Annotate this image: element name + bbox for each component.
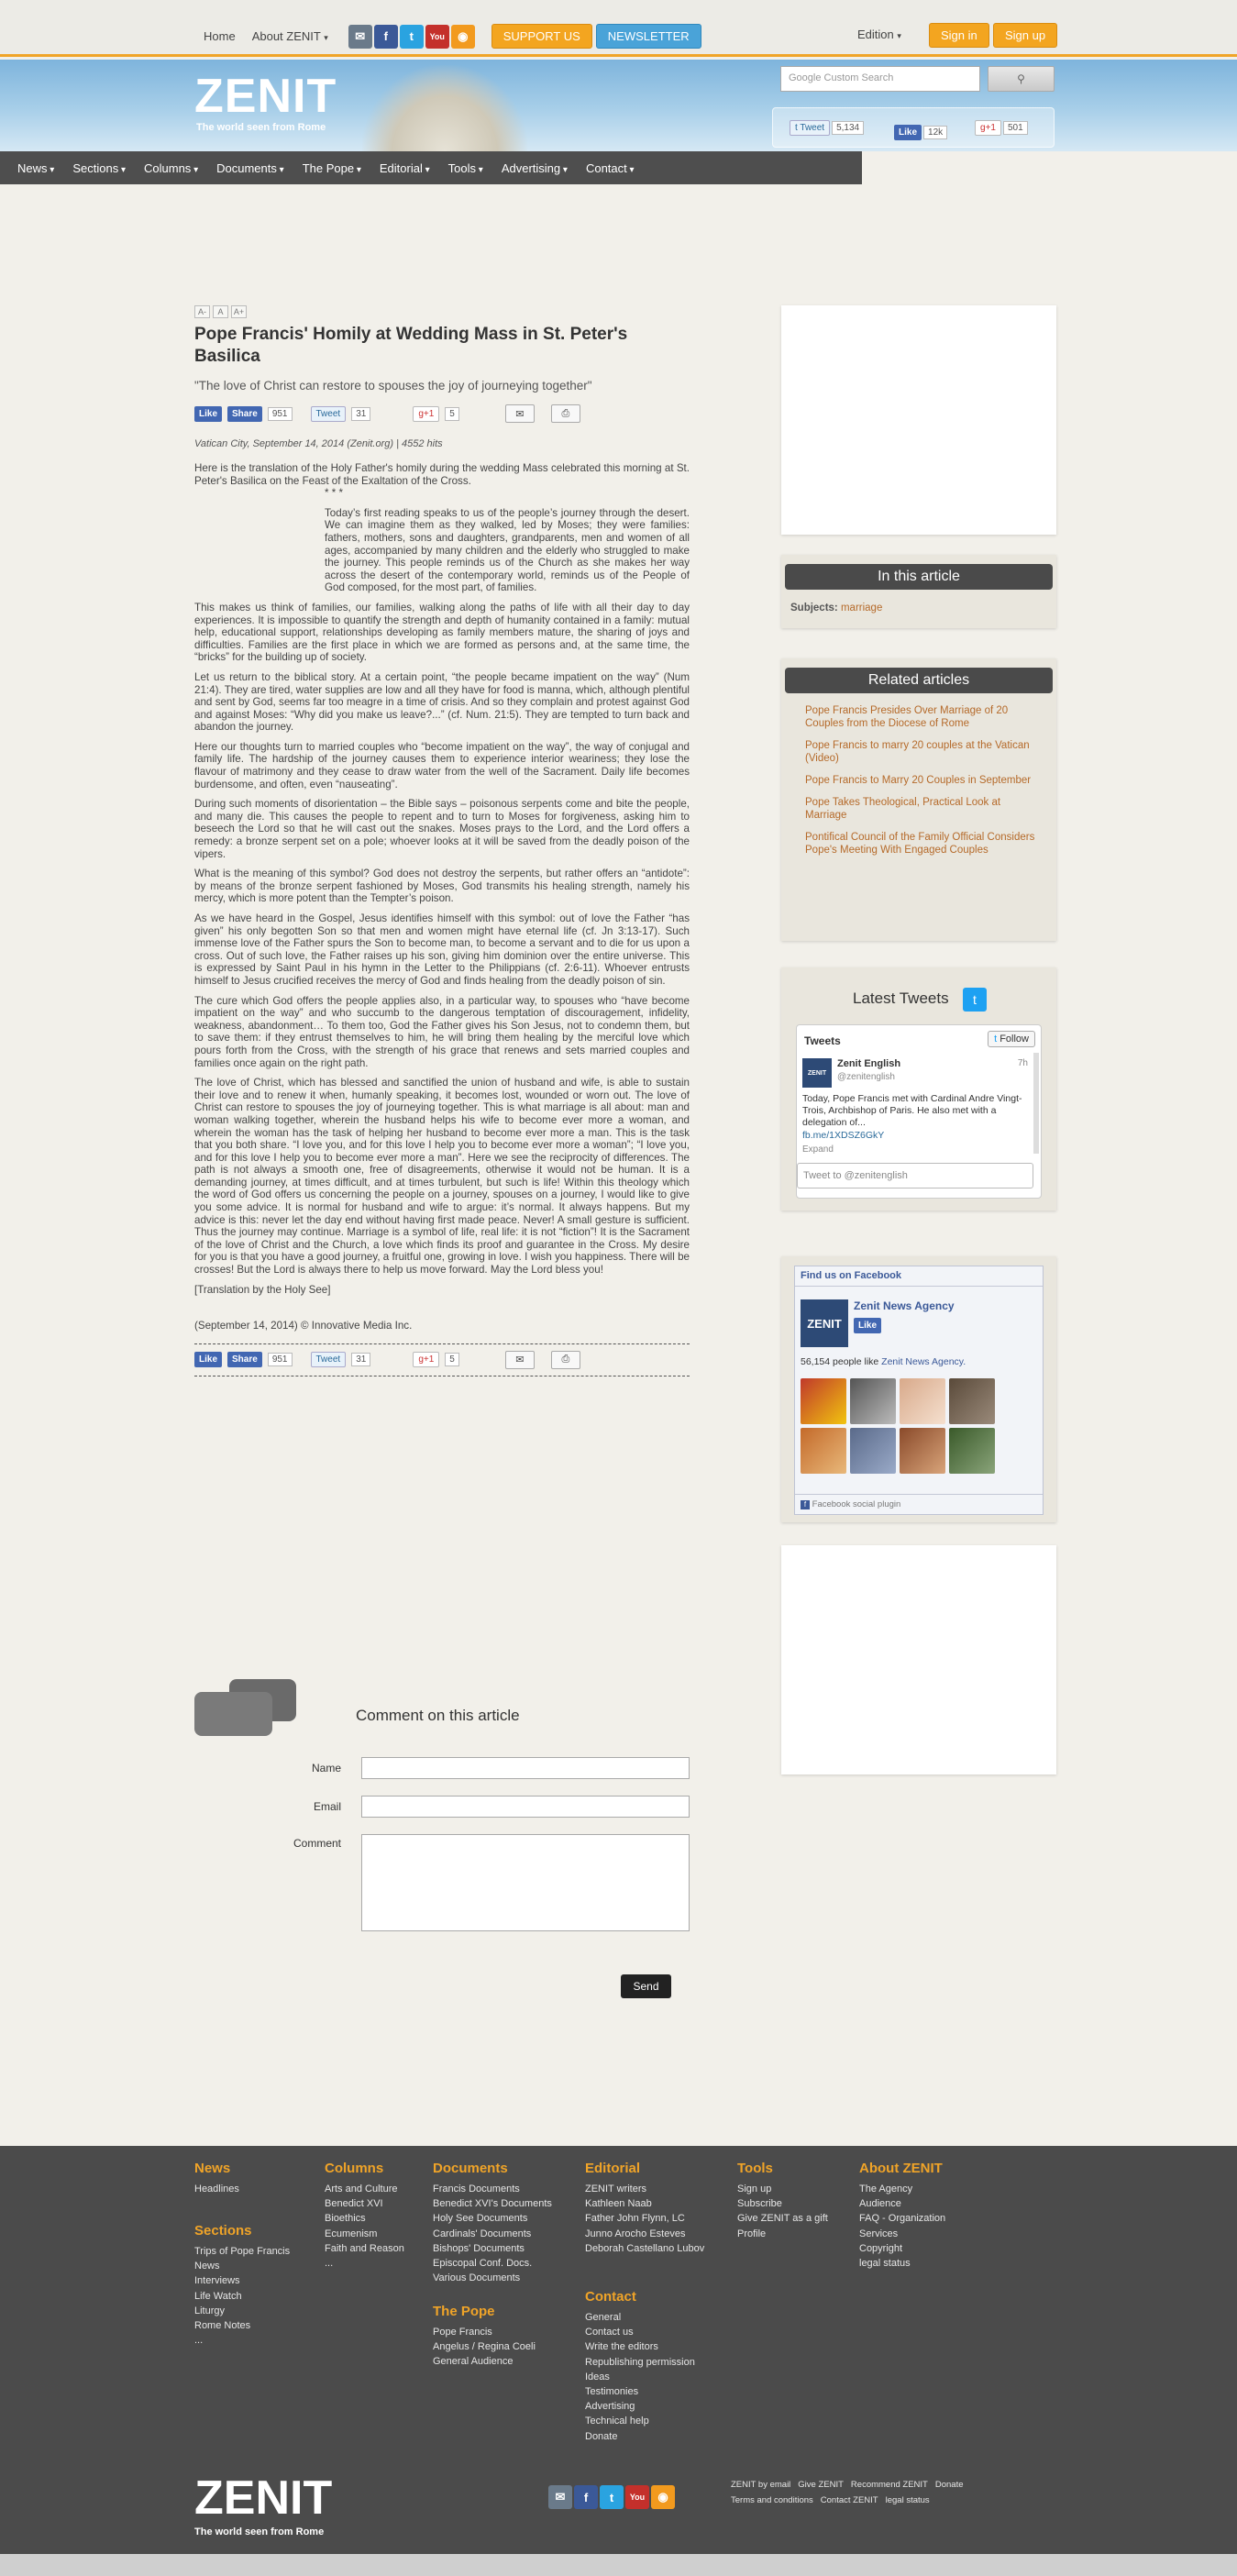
rss-icon[interactable]: ◉ bbox=[651, 2485, 675, 2509]
footer-link[interactable]: Faith and Reason bbox=[325, 2242, 404, 2254]
fan-avatar[interactable] bbox=[900, 1378, 945, 1424]
youtube-icon[interactable]: You bbox=[625, 2485, 649, 2509]
nav-contact[interactable]: Contact ▾ bbox=[577, 161, 644, 175]
footer-link[interactable]: Benedict XVI's Documents bbox=[433, 2198, 552, 2210]
header-like-count: 12k bbox=[923, 126, 947, 139]
footer-legal-link[interactable]: ZENIT by email bbox=[731, 2480, 791, 2490]
article-paragraph: As we have heard in the Gospel, Jesus identifies himself with this symbol: out of love the Father “has given” his only begotten Son so that men and women might have eternal life (cf. Jn 3:13-17). Such immense love of the Father spurs the Son to become man, to become a servant and to die for us upon a cross. Out of such love, the Father raises up his son, giving him dominion over the entire universe. This is expressed by Saint Paul in his hymn in the Letter to the Philippians (cf. 2:6-11). Whoever entrusts himself to Jesus crucified receives the mercy of God and finds healing from the deadly poison of sin. bbox=[194, 912, 690, 987]
header-tweet-button[interactable] bbox=[790, 120, 830, 136]
footer-link[interactable]: legal status bbox=[859, 2258, 911, 2270]
facebook-panel bbox=[781, 1256, 1056, 1522]
footer-heading[interactable]: News bbox=[194, 2161, 231, 2176]
footer-link[interactable]: Contact us bbox=[585, 2327, 634, 2338]
edition-menu[interactable] bbox=[857, 28, 901, 41]
top-bar bbox=[0, 0, 1237, 57]
sidebar-ad-top[interactable] bbox=[781, 305, 1056, 535]
fan-avatar[interactable] bbox=[801, 1428, 846, 1474]
font-size-controls bbox=[194, 305, 690, 318]
footer-link[interactable]: Republishing permission bbox=[585, 2356, 695, 2368]
footer-link[interactable]: Sign up bbox=[737, 2184, 772, 2195]
latest-tweets-panel bbox=[781, 967, 1056, 1211]
facebook-box-title: Find us on Facebook bbox=[795, 1266, 1043, 1287]
footer-link[interactable]: Bishops' Documents bbox=[433, 2242, 525, 2254]
article bbox=[194, 305, 690, 1376]
header-gplus-label: +1 bbox=[985, 123, 996, 133]
article-intro: Here is the translation of the Holy Father's homily during the wedding Mass celebrated this morning at St. Peter's Basilica on the Feast of the Exaltation of the Cross. bbox=[194, 462, 690, 487]
gplus-button[interactable]: g+1 bbox=[413, 406, 439, 422]
footer-link[interactable]: General bbox=[585, 2312, 622, 2323]
tweet-user[interactable]: Zenit English bbox=[837, 1058, 901, 1069]
footer-link[interactable]: Subscribe bbox=[737, 2198, 782, 2210]
twitter-icon[interactable]: t bbox=[400, 25, 424, 49]
footer-col-news bbox=[194, 2161, 239, 2196]
footer-legal-link[interactable]: Terms and conditions bbox=[731, 2495, 813, 2505]
tweet-avatar[interactable]: ZENIT bbox=[802, 1058, 832, 1088]
footer-col-sections bbox=[194, 2223, 290, 2348]
nav-news[interactable]: News ▾ bbox=[8, 161, 63, 175]
tweet-button[interactable]: Tweet bbox=[311, 406, 347, 422]
article-paragraph: Let us return to the biblical story. At a certain point, “the people became impatient on the way” (Num 21:4). They are tired, water supplies are low and all they have for food is manna, which, although plentiful and sent by God, seems far too meagre in a time of crisis. And so they complain and protest against God and against Moses: “Why did you make us leave?...” (cf. Num. 21:5). They are tempted to turn back and abandon the journey. bbox=[194, 670, 690, 734]
fan-avatar[interactable] bbox=[949, 1428, 995, 1474]
footer-link[interactable]: Rome Notes bbox=[194, 2320, 251, 2332]
article-paragraph: The cure which God offers the people applies also, in a particular way, to spouses who “have become impatient on the way” and who succumb to the dangerous temptation of discouragement, infidelity, weakness, abandonment… To them too, God the Father gives his Son Jesus, not to condemn them, but to save them: if they entrust themselves to him, he will bring them healing by the merciful love which pours forth from the Cross, with the strength of his grace that renews and sets married couples and families once again on the right path. bbox=[194, 994, 690, 1069]
font-larger-button[interactable]: A+ bbox=[231, 305, 247, 318]
fan-avatar[interactable] bbox=[850, 1378, 896, 1424]
article-paragraph: The love of Christ, which has blessed and sanctified the union of husband and wife, is able to sustain their love and to renew it when, humanly speaking, it becomes lost, wounded or worn out. The love of Christ can restore to spouses the joy of journeying together. This is what marriage is all about: man and woman walking together, wherein the husband helps his wife to become ever more a woman, and wherein the woman has the task of helping her husband to become ever more a man. This is the task that you both share. “I love you, and for this love I help you to become ever more a woman”; “I love you, and for this love I help you to become ever more a man”. Here we see the reciprocity of differences. The path is not always a smooth one, free of disagreements, otherwise it would not be human. It is a demanding journey, at times difficult, and at times turbulent, but such is life! Within this theology which the word of God offers us concerning the people on a journey, spouses on a journey, I would like to give you some advice. It is normal for husband and wife to argue: it’s normal. It always happens. But my advice is this: never let the day end without having first made peace. Never! A small gesture is sufficient. Thus the journey may continue. Marriage is a symbol of life, real life: it is not “fiction”! It is the Sacrament of the love of Christ and the Church, a love which finds its proof and guarantee in the Cross. My desire for you is that you have a good journey, a fruitful one, growing in love. I wish you happiness. There will be crosses! But the Lord is always there to help us move forward. May the Lord bless you! bbox=[194, 1077, 690, 1277]
fb-like-count-text: 56,154 people like bbox=[801, 1356, 879, 1367]
fan-avatar[interactable] bbox=[850, 1428, 896, 1474]
fb-like-count bbox=[801, 1356, 966, 1367]
site-logo[interactable]: ZENIT bbox=[194, 70, 337, 123]
footer-col-about bbox=[859, 2161, 945, 2271]
twitter-icon[interactable]: t bbox=[600, 2485, 624, 2509]
article-paragraph: During such moments of disorientation – the Bible says – poisonous serpents come and bite the people, and many die. This causes the people to repent and to turn to Moses for forgiveness, asking him to beseech the Lord so that he will cast out the snakes. Moses prays to the Lord, and the Lord offers a remedy: a bronze serpent set on a pole; whoever looks at it will be saved from the deadly poison of the vipers. bbox=[194, 798, 690, 860]
related-article-link[interactable]: Pontifical Council of the Family Official Considers Pope's Meeting With Engaged Couples bbox=[805, 832, 1035, 856]
article-paragraph: This makes us think of families, our families, walking along the paths of life with all their day to day experiences. It is impossible to quantify the strength and depth of humanity contained in a family: mutual help, educational support, relationships developing as family members mature, the sharing of joys and difficulties. Families are the first place in which we are formed as persons and, at the same time, the “bricks” for the building up of society. bbox=[194, 601, 690, 664]
subjects-row bbox=[781, 590, 1056, 625]
social-icons bbox=[348, 25, 475, 49]
related-articles-panel bbox=[781, 658, 1056, 941]
related-article-link[interactable]: Pope Francis to marry 20 couples at the Vatican (Video) bbox=[805, 740, 1030, 764]
tweet-link[interactable]: fb.me/1XDSZ6GkY bbox=[802, 1130, 885, 1141]
footer-link[interactable]: ... bbox=[194, 2335, 204, 2347]
email-label: Email bbox=[313, 1800, 341, 1813]
footer-col-tools bbox=[737, 2161, 828, 2241]
footer-heading[interactable]: About ZENIT bbox=[859, 2161, 943, 2176]
fb-page-logo[interactable]: ZENIT bbox=[801, 1299, 848, 1347]
nav-editorial[interactable]: Editorial ▾ bbox=[370, 161, 439, 175]
name-field[interactable] bbox=[361, 1757, 690, 1779]
fb-plugin-label: Facebook social plugin bbox=[812, 1499, 901, 1509]
facebook-share-button[interactable]: Share bbox=[227, 1352, 262, 1367]
footer-heading[interactable]: Editorial bbox=[585, 2161, 641, 2176]
article-share-bar bbox=[194, 404, 690, 424]
main-nav bbox=[0, 151, 862, 184]
youtube-icon[interactable]: You bbox=[425, 25, 449, 49]
tweet-expand[interactable]: Expand bbox=[802, 1144, 834, 1155]
footer-link[interactable]: Headlines bbox=[194, 2184, 239, 2195]
footer-col-columns bbox=[325, 2161, 404, 2271]
footer-heading[interactable]: Contact bbox=[585, 2289, 636, 2305]
sidebar-ad-bottom[interactable] bbox=[781, 1545, 1056, 1774]
mail-icon[interactable]: ✉ bbox=[348, 25, 372, 49]
footer-link[interactable]: Copyright bbox=[859, 2242, 903, 2254]
nav-tools[interactable]: Tools ▾ bbox=[439, 161, 492, 175]
article-body bbox=[194, 462, 690, 1332]
facebook-like-box bbox=[794, 1266, 1044, 1515]
nav-sections[interactable]: Sections ▾ bbox=[63, 161, 135, 175]
footer-link[interactable]: Services bbox=[859, 2228, 899, 2239]
footer-link[interactable]: Pope Francis bbox=[433, 2327, 492, 2338]
name-label: Name bbox=[311, 1762, 341, 1774]
twitter-icon: t bbox=[994, 1034, 998, 1045]
footer-link[interactable]: Write the editors bbox=[585, 2341, 658, 2353]
footer-link[interactable]: Francis Documents bbox=[433, 2184, 520, 2195]
footer-link[interactable]: Junno Arocho Esteves bbox=[585, 2228, 686, 2239]
gplus-button[interactable]: g+1 bbox=[413, 1352, 439, 1367]
footer-link[interactable]: Trips of Pope Francis bbox=[194, 2246, 291, 2257]
site-tagline: The world seen from Rome bbox=[196, 122, 326, 133]
footer-link[interactable]: Angelus / Regina Coeli bbox=[433, 2341, 536, 2353]
comment-label: Comment bbox=[293, 1837, 341, 1850]
printer-icon: ⎙ bbox=[561, 407, 570, 419]
top-nav bbox=[204, 24, 701, 49]
header-gplus-button[interactable]: g+1 bbox=[975, 120, 1001, 136]
mail-icon[interactable]: ✉ bbox=[548, 2485, 572, 2509]
timeline-scrollbar[interactable] bbox=[1033, 1053, 1039, 1154]
footer-link[interactable]: Give ZENIT as a gift bbox=[737, 2213, 828, 2225]
footer-link[interactable]: The Agency bbox=[859, 2184, 913, 2195]
tweet-count: 31 bbox=[351, 407, 370, 421]
footer-link[interactable]: General Audience bbox=[433, 2356, 514, 2368]
gplus-label: +1 bbox=[423, 1354, 435, 1365]
related-article-link[interactable]: Pope Takes Theological, Practical Look at Marriage bbox=[805, 797, 1001, 821]
subjects-label: Subjects: bbox=[790, 603, 838, 614]
facebook-icon: f bbox=[801, 1500, 810, 1509]
footer-heading[interactable]: Documents bbox=[433, 2161, 508, 2176]
site-footer bbox=[0, 2146, 1237, 2554]
sign-up-button[interactable]: Sign up bbox=[993, 23, 1057, 48]
footer-legal-row bbox=[731, 2495, 930, 2505]
timeline-header: Tweets bbox=[804, 1034, 841, 1047]
facebook-icon[interactable]: f bbox=[574, 2485, 598, 2509]
latest-tweets-heading: Latest Tweets bbox=[853, 989, 949, 1007]
section-divider: * * * bbox=[325, 487, 343, 500]
related-article-link[interactable]: Pope Francis to Marry 20 Couples in September bbox=[805, 775, 1032, 786]
basilica-dome-image bbox=[362, 65, 527, 151]
article-paragraph: Here our thoughts turn to married couples who “become impatient on the way”, the way of conjugal and family life. The hardship of the journey causes them to experience interior weariness; they lose the flavour of matrimony and they cease to draw water from the well of the Sacrament. Daily life becomes burdensome, and often, even “nauseating”. bbox=[194, 740, 690, 790]
twitter-icon: t bbox=[963, 988, 987, 1012]
footer-link[interactable]: Testimonies bbox=[585, 2386, 639, 2398]
footer-heading[interactable]: Columns bbox=[325, 2161, 384, 2176]
related-articles-list bbox=[781, 693, 1056, 873]
footer-legal-link[interactable]: legal status bbox=[885, 2495, 930, 2505]
tweet-count: 31 bbox=[351, 1353, 370, 1366]
footer-link[interactable]: Profile bbox=[737, 2228, 767, 2239]
tweet-handle: @zenitenglish bbox=[837, 1072, 895, 1082]
facebook-icon[interactable]: f bbox=[374, 25, 398, 49]
nav-advertising[interactable]: Advertising ▾ bbox=[492, 161, 577, 175]
footer-col-contact bbox=[585, 2289, 695, 2444]
fb-page-name[interactable]: Zenit News Agency bbox=[854, 1299, 955, 1312]
share-divider-top bbox=[194, 1343, 690, 1344]
article-meta: Vatican City, September 14, 2014 (Zenit.org) | 4552 hits bbox=[194, 438, 443, 449]
search-input[interactable]: Google Custom Search bbox=[780, 66, 980, 92]
chevron-down-icon: ▾ bbox=[897, 31, 901, 40]
header-gplus-count: 501 bbox=[1003, 121, 1028, 135]
footer-link[interactable]: Episcopal Conf. Docs. bbox=[433, 2258, 533, 2270]
footer-link[interactable]: Father John Flynn, LC bbox=[585, 2213, 685, 2225]
footer-link[interactable]: Various Documents bbox=[433, 2272, 521, 2284]
footer-link[interactable]: Life Watch bbox=[194, 2290, 242, 2302]
page-bottom-strip bbox=[0, 2554, 1237, 2576]
footer-link[interactable]: Donate bbox=[585, 2430, 618, 2442]
footer-heading[interactable]: Sections bbox=[194, 2223, 252, 2239]
chevron-down-icon: ▾ bbox=[324, 33, 328, 42]
gplus-label: +1 bbox=[423, 408, 435, 419]
follow-label: Follow bbox=[1000, 1034, 1029, 1045]
facebook-count: 951 bbox=[268, 1353, 293, 1366]
about-zenit-label: About ZENIT bbox=[251, 29, 321, 43]
footer-tagline: The world seen from Rome bbox=[194, 2526, 325, 2537]
search-icon: ⚲ bbox=[1017, 72, 1025, 85]
facebook-count: 951 bbox=[268, 407, 293, 421]
article-copyright: (September 14, 2014) © Innovative Media Inc. bbox=[194, 1320, 413, 1332]
gplus-count: 5 bbox=[445, 1353, 459, 1366]
header-like-button[interactable]: Like bbox=[894, 125, 922, 140]
search-button[interactable] bbox=[988, 66, 1055, 92]
print-article-button[interactable] bbox=[551, 1351, 580, 1369]
tweet-compose-input[interactable]: Tweet to @zenitenglish bbox=[797, 1163, 1033, 1188]
in-this-article-panel bbox=[781, 555, 1056, 628]
footer-link[interactable]: Liturgy bbox=[194, 2305, 226, 2316]
nav-documents[interactable]: Documents ▾ bbox=[207, 161, 293, 175]
footer-link[interactable]: Cardinals' Documents bbox=[433, 2228, 532, 2239]
footer-link[interactable]: Ecumenism bbox=[325, 2228, 378, 2239]
header-tweet-label: Tweet bbox=[800, 123, 825, 133]
footer-link[interactable]: Audience bbox=[859, 2198, 901, 2210]
envelope-icon: ✉ bbox=[515, 1354, 525, 1366]
gplus-count: 5 bbox=[445, 407, 459, 421]
follow-button[interactable] bbox=[988, 1031, 1035, 1047]
footer-logo[interactable]: ZENIT bbox=[194, 2471, 333, 2525]
article-title: Pope Francis' Homily at Wedding Mass in St. Peter's Basilica bbox=[194, 325, 628, 366]
tweet-text: Today, Pope Francis met with Cardinal Andre Vingt-Trois, Archbishop of Paris. He also met with a delegation of... bbox=[802, 1093, 1022, 1128]
footer-link[interactable]: Bioethics bbox=[325, 2213, 366, 2225]
facebook-like-button[interactable]: Like bbox=[194, 406, 222, 422]
home-link[interactable]: Home bbox=[204, 29, 236, 43]
footer-link[interactable]: Benedict XVI bbox=[325, 2198, 383, 2210]
comment-bubble-icon bbox=[194, 1692, 272, 1736]
related-articles-heading: Related articles bbox=[785, 668, 1053, 693]
fan-avatar[interactable] bbox=[949, 1378, 995, 1424]
nav-columns[interactable]: Columns ▾ bbox=[135, 161, 207, 175]
email-article-button[interactable] bbox=[505, 404, 535, 423]
article-paragraph: Today’s first reading speaks to us of the people’s journey through the desert. We can imagine them as they walked, led by Moses; they were families: fathers, mothers, sons and daughters, grandparents, men and women of all ages, accompanied by many children and the elderly who struggled to make the journey. This people reminds us of the Church as she makes her way across the desert of the contemporary world, reminds us of the People of God composed, for the most part, of families. bbox=[325, 506, 690, 594]
article-share-bar-bottom bbox=[194, 1350, 690, 1370]
footer-legal-link[interactable]: Contact ZENIT bbox=[820, 2495, 878, 2505]
footer-social-icons bbox=[548, 2485, 675, 2509]
twitter-icon: t bbox=[795, 123, 798, 133]
footer-link[interactable]: ... bbox=[325, 2258, 334, 2270]
fb-like-button[interactable]: Like bbox=[854, 1318, 881, 1333]
rss-icon[interactable]: ◉ bbox=[451, 25, 475, 49]
related-article-link[interactable]: Pope Francis Presides Over Marriage of 20 Couples from the Diocese of Rome bbox=[805, 705, 1009, 729]
edition-label: Edition bbox=[857, 28, 894, 41]
footer-heading[interactable]: Tools bbox=[737, 2161, 773, 2176]
site-header bbox=[0, 60, 1237, 151]
in-this-article-heading: In this article bbox=[785, 564, 1053, 590]
translation-note: [Translation by the Holy See] bbox=[194, 1283, 331, 1296]
facebook-share-button[interactable]: Share bbox=[227, 406, 262, 422]
footer-legal-link[interactable]: Give ZENIT bbox=[798, 2480, 844, 2490]
footer-legal-link[interactable]: Recommend ZENIT bbox=[850, 2480, 928, 2490]
tweet-time: 7h bbox=[1017, 1058, 1028, 1068]
font-normal-button[interactable]: A bbox=[213, 305, 228, 318]
print-article-button[interactable] bbox=[551, 404, 580, 423]
footer-link[interactable]: News bbox=[194, 2261, 220, 2272]
send-button[interactable]: Send bbox=[621, 1974, 671, 1998]
twitter-timeline-widget[interactable] bbox=[796, 1024, 1042, 1199]
fan-avatar[interactable] bbox=[801, 1378, 846, 1424]
comment-textarea[interactable] bbox=[361, 1834, 690, 1931]
fan-avatar[interactable] bbox=[900, 1428, 945, 1474]
footer-col-editorial bbox=[585, 2161, 704, 2256]
email-article-button[interactable] bbox=[505, 1351, 535, 1369]
header-share-strip bbox=[772, 107, 1055, 148]
footer-link[interactable]: Technical help bbox=[585, 2416, 649, 2427]
footer-link[interactable]: Deborah Castellano Lubov bbox=[585, 2242, 705, 2254]
article-subtitle: "The love of Christ can restore to spouses the joy of journeying together" bbox=[194, 379, 592, 392]
envelope-icon: ✉ bbox=[515, 408, 525, 420]
fb-plugin-footer bbox=[795, 1494, 1043, 1514]
footer-link[interactable]: Advertising bbox=[585, 2401, 635, 2413]
footer-link[interactable]: Ideas bbox=[585, 2371, 610, 2383]
facebook-like-button[interactable]: Like bbox=[194, 1352, 222, 1367]
footer-col-pope bbox=[433, 2304, 536, 2370]
header-tweet-count: 5,134 bbox=[832, 121, 864, 135]
sign-in-button[interactable]: Sign in bbox=[929, 23, 989, 48]
newsletter-button[interactable]: NEWSLETTER bbox=[596, 24, 701, 49]
tweet-button[interactable]: Tweet bbox=[311, 1352, 347, 1367]
nav-the-pope[interactable]: The Pope ▾ bbox=[293, 161, 370, 175]
support-us-button[interactable]: SUPPORT US bbox=[491, 24, 592, 49]
printer-icon: ⎙ bbox=[561, 1354, 570, 1365]
footer-link[interactable]: Holy See Documents bbox=[433, 2213, 528, 2225]
subject-link-marriage[interactable]: marriage bbox=[840, 603, 883, 614]
footer-link[interactable]: ZENIT writers bbox=[585, 2184, 647, 2195]
footer-col-documents bbox=[433, 2161, 552, 2285]
footer-legal-link[interactable]: Donate bbox=[934, 2480, 964, 2490]
email-field[interactable] bbox=[361, 1796, 690, 1818]
article-paragraph: What is the meaning of this symbol? God does not destroy the serpents, but rather offers an “antidote”: by means of the bronze serpent fashioned by Moses, God transmits his healing strength, namely his mercy, which is more potent than the Tempter’s poison. bbox=[194, 868, 690, 905]
footer-link[interactable]: Arts and Culture bbox=[325, 2184, 398, 2195]
about-zenit-menu[interactable] bbox=[252, 29, 328, 43]
footer-link[interactable]: Kathleen Naab bbox=[585, 2198, 652, 2210]
footer-heading[interactable]: The Pope bbox=[433, 2304, 495, 2319]
font-smaller-button[interactable]: A- bbox=[194, 305, 210, 318]
fb-faces-grid bbox=[801, 1378, 995, 1474]
footer-legal-row bbox=[731, 2480, 964, 2490]
footer-link[interactable]: Interviews bbox=[194, 2275, 240, 2287]
fb-like-count-page[interactable]: Zenit News Agency. bbox=[881, 1356, 966, 1367]
comment-form-title: Comment on this article bbox=[356, 1707, 520, 1724]
footer-link[interactable]: FAQ - Organization bbox=[859, 2213, 946, 2225]
